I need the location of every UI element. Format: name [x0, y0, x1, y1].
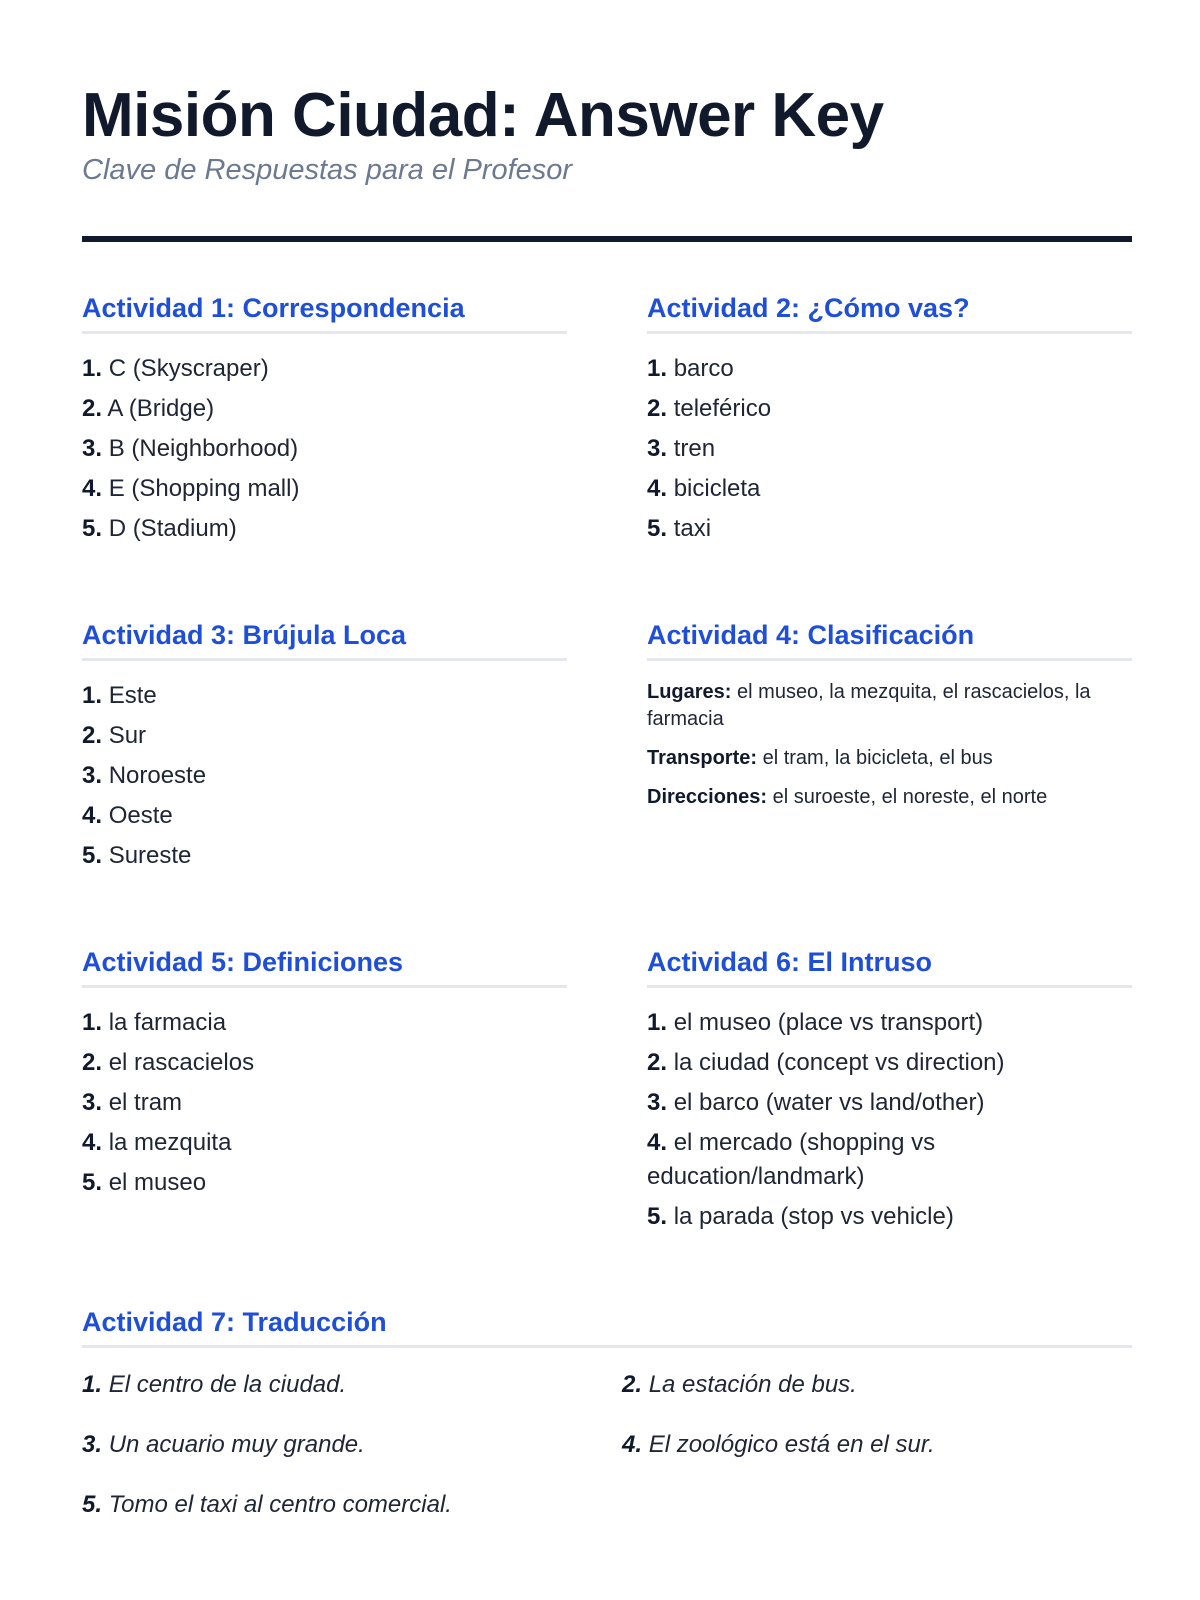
answer-number: 3.: [647, 435, 668, 462]
answer-number: 1.: [647, 355, 668, 382]
answer-number: 4.: [622, 1431, 643, 1458]
answer-item: [82, 512, 567, 546]
answer-text: la parada (stop vs vehicle): [673, 1203, 954, 1230]
activity-5-section: [82, 944, 567, 1206]
answer-number: 2.: [82, 1049, 103, 1076]
answer-text: E (Shopping mall): [108, 475, 300, 502]
answer-text: el tram: [108, 1089, 183, 1116]
answer-text: tren: [673, 435, 716, 462]
page-subtitle: Clave de Respuestas para el Profesor: [82, 154, 573, 186]
answer-number: 4.: [647, 1129, 668, 1156]
answer-text: la ciudad (concept vs direction): [673, 1049, 1005, 1076]
answer-item: [647, 1086, 1132, 1120]
translation-answers: [82, 1368, 1132, 1522]
answer-number: 1.: [82, 1371, 103, 1398]
answer-number: 1.: [82, 355, 103, 382]
answer-item: [82, 719, 567, 753]
answer-text: Tomo el taxi al centro comercial.: [108, 1491, 452, 1518]
activity-7-section: [82, 1304, 1132, 1522]
answer-text: Oeste: [108, 802, 173, 829]
answer-text: La estación de bus.: [648, 1371, 857, 1398]
activity-5-title: Actividad 5: Definiciones: [82, 944, 567, 988]
answer-number: 3.: [82, 435, 103, 462]
activity-3-section: [82, 617, 567, 879]
answer-number: 5.: [82, 1169, 103, 1196]
answer-number: 1.: [82, 1009, 103, 1036]
group-text: el tram, la bicicleta, el bus: [762, 747, 993, 769]
classification-group-lugares: [647, 679, 1132, 733]
answer-text: la farmacia: [108, 1009, 227, 1036]
answer-text: bicicleta: [673, 475, 761, 502]
answer-item: [82, 352, 567, 386]
answer-number: 1.: [82, 682, 103, 709]
answer-number: 3.: [82, 1431, 103, 1458]
answer-text: B (Neighborhood): [108, 435, 299, 462]
classification-group-transporte: [647, 745, 1132, 772]
answer-text: Sur: [108, 722, 147, 749]
activity-2-title: Actividad 2: ¿Cómo vas?: [647, 290, 1132, 334]
group-label: Direcciones:: [647, 786, 768, 808]
answer-number: 1.: [647, 1009, 668, 1036]
answer-text: el barco (water vs land/other): [673, 1089, 985, 1116]
answer-text: el rascacielos: [108, 1049, 255, 1076]
answer-number: 5.: [82, 515, 103, 542]
translation-item: [622, 1368, 1132, 1402]
group-label: Lugares:: [647, 681, 732, 703]
answer-item: [647, 1200, 1132, 1234]
group-text: el suroeste, el noreste, el norte: [772, 786, 1048, 808]
activity-6-answers: [647, 1006, 1132, 1234]
answer-text: El centro de la ciudad.: [108, 1371, 347, 1398]
activity-2-answers: [647, 352, 1132, 546]
answer-number: 5.: [82, 1491, 103, 1518]
classification-group-direcciones: [647, 784, 1132, 811]
translation-item: [82, 1368, 622, 1402]
activity-1-section: [82, 290, 567, 552]
answer-text: Un acuario muy grande.: [108, 1431, 365, 1458]
answer-text: A (Bridge): [107, 395, 215, 422]
answer-text: barco: [673, 355, 734, 382]
header-divider: [82, 236, 1132, 242]
answer-number: 4.: [647, 475, 668, 502]
translation-item: [622, 1428, 1132, 1462]
answer-text: Sureste: [108, 842, 192, 869]
classification-answers: [647, 679, 1132, 811]
answer-number: 5.: [647, 515, 668, 542]
page-title: Misión Ciudad: Answer Key: [82, 81, 884, 150]
answer-item: [82, 1126, 567, 1160]
answer-text: el museo: [108, 1169, 207, 1196]
group-text: el museo, la mezquita, el rascacielos, la farmacia: [647, 681, 1091, 730]
answer-item: [82, 472, 567, 506]
answer-text: teleférico: [673, 395, 772, 422]
translation-item: [82, 1428, 622, 1462]
answer-item: [82, 759, 567, 793]
answer-item: [82, 1006, 567, 1040]
answer-number: 5.: [82, 842, 103, 869]
answer-text: D (Stadium): [108, 515, 237, 542]
activity-3-answers: [82, 679, 567, 873]
answer-text: C (Skyscraper): [108, 355, 269, 382]
answer-number: 2.: [622, 1371, 643, 1398]
answer-text: taxi: [673, 515, 712, 542]
answer-number: 2.: [82, 722, 103, 749]
activity-6-section: [647, 944, 1132, 1240]
activity-5-answers: [82, 1006, 567, 1200]
answer-item: [647, 1126, 1132, 1194]
answer-text: el mercado (shopping vs education/landmark): [647, 1129, 936, 1190]
answer-number: 2.: [82, 395, 103, 422]
answer-number: 3.: [82, 1089, 103, 1116]
answer-item: [82, 1046, 567, 1080]
activity-1-answers: [82, 352, 567, 546]
answer-text: el museo (place vs transport): [673, 1009, 984, 1036]
answer-item: [82, 679, 567, 713]
translation-item: [82, 1488, 622, 1522]
answer-item: [82, 392, 567, 426]
answer-item: [647, 432, 1132, 466]
answer-item: [82, 799, 567, 833]
answer-number: 4.: [82, 802, 103, 829]
activity-3-title: Actividad 3: Brújula Loca: [82, 617, 567, 661]
activity-1-title: Actividad 1: Correspondencia: [82, 290, 567, 334]
answer-item: [647, 392, 1132, 426]
answer-text: Noroeste: [108, 762, 207, 789]
answer-item: [647, 472, 1132, 506]
answer-item: [82, 1086, 567, 1120]
answer-number: 3.: [82, 762, 103, 789]
answer-item: [82, 1166, 567, 1200]
activity-7-title: Actividad 7: Traducción: [82, 1304, 1132, 1348]
group-label: Transporte:: [647, 747, 758, 769]
answer-number: 5.: [647, 1203, 668, 1230]
answer-number: 4.: [82, 475, 103, 502]
activity-6-title: Actividad 6: El Intruso: [647, 944, 1132, 988]
activity-4-title: Actividad 4: Clasificación: [647, 617, 1132, 661]
answer-number: 2.: [647, 395, 668, 422]
answer-item: [647, 352, 1132, 386]
answer-text: la mezquita: [108, 1129, 232, 1156]
answer-item: [647, 512, 1132, 546]
answer-item: [82, 432, 567, 466]
answer-text: Este: [108, 682, 157, 709]
activity-4-section: [647, 617, 1132, 823]
activity-2-section: [647, 290, 1132, 552]
answer-item: [82, 839, 567, 873]
answer-number: 3.: [647, 1089, 668, 1116]
answer-item: [647, 1006, 1132, 1040]
answer-number: 4.: [82, 1129, 103, 1156]
answer-text: El zoológico está en el sur.: [648, 1431, 935, 1458]
answer-item: [647, 1046, 1132, 1080]
answer-number: 2.: [647, 1049, 668, 1076]
